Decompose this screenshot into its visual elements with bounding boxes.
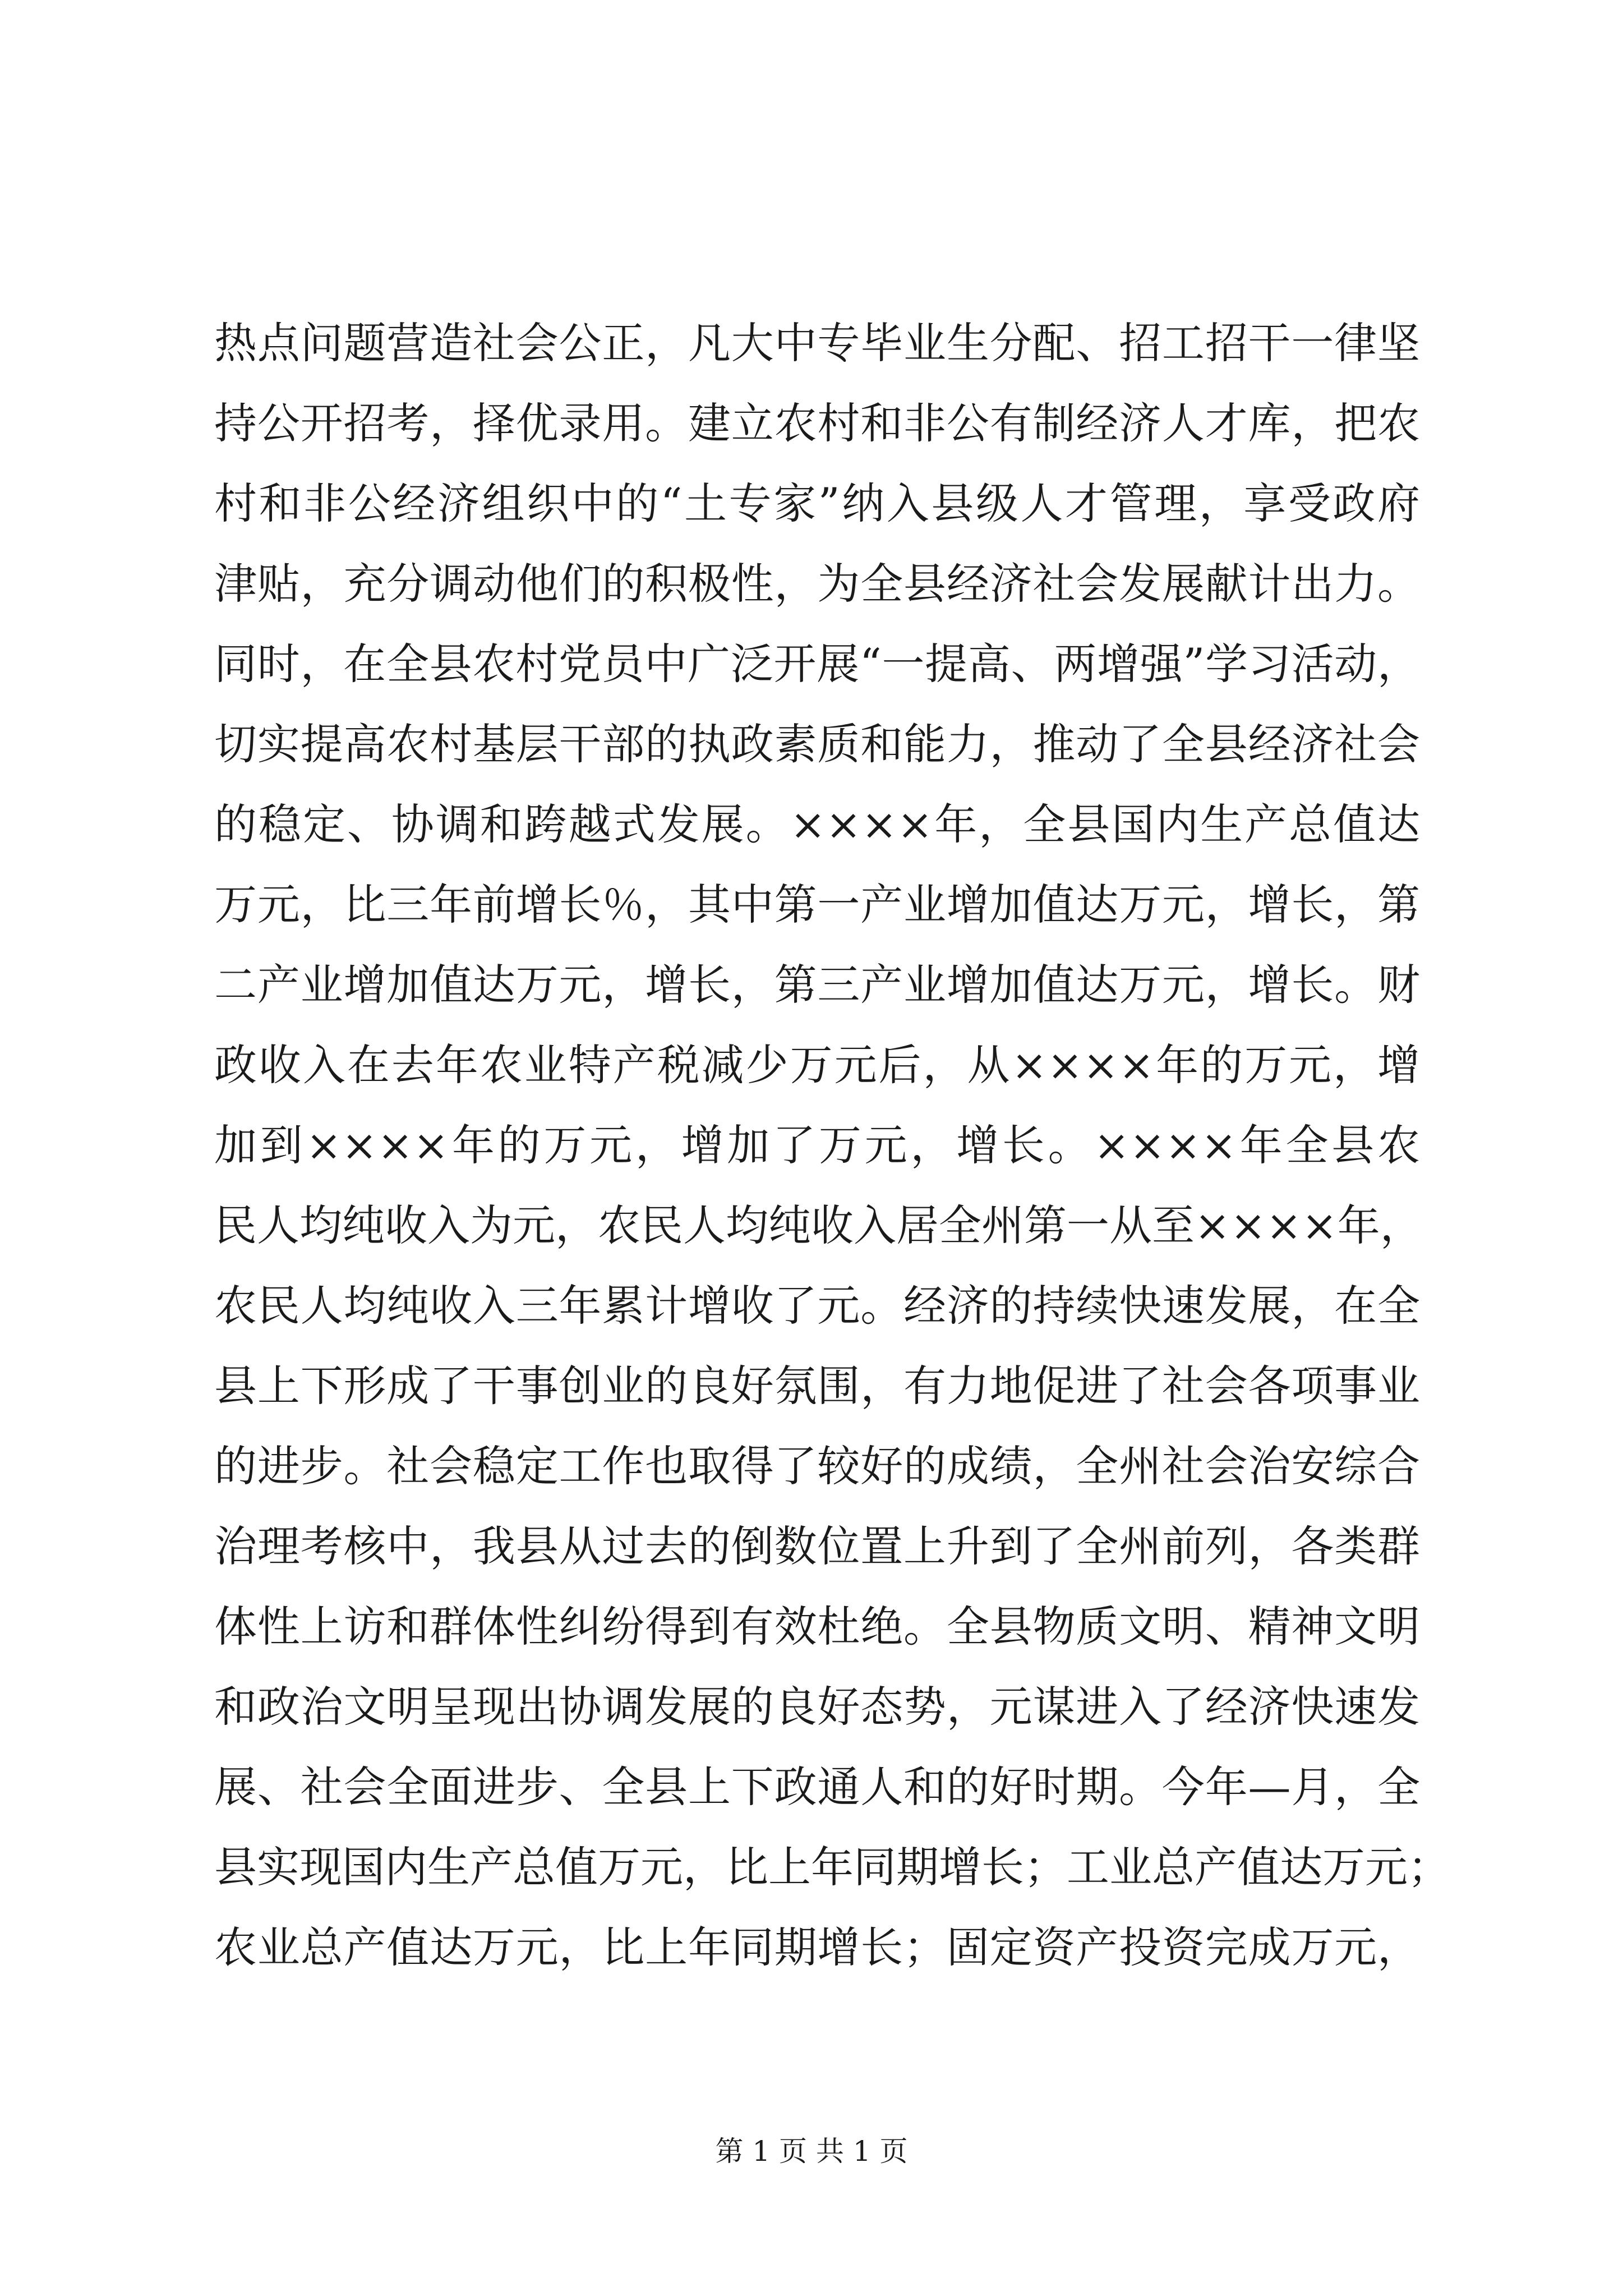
- text-line: 县上下形成了干事创业的良好氛围，有力地促进了社会各项事业: [214, 1361, 1420, 1411]
- text-line: 农民人均纯收入三年累计增收了元。经济的持续快速发展，在全: [214, 1281, 1420, 1331]
- text-line: 切实提高农村基层干部的执政素质和能力，推动了全县经济社会: [214, 719, 1420, 769]
- text-line: 民人均纯收入为元，农民人均纯收入居全州第一从至××××年，: [214, 1200, 1423, 1250]
- text-line: 的稳定、协调和跨越式发展。××××年，全县国内生产总值达: [214, 799, 1420, 849]
- text-line: 展、社会全面进步、全县上下政通人和的好时期。今年—月，全: [214, 1762, 1420, 1812]
- text-line: 加到××××年的万元，增加了万元，增长。××××年全县农: [214, 1120, 1420, 1170]
- body-paragraph: [214, 303, 1450, 1987]
- text-line: 二产业增加值达万元，增长，第三产业增加值达万元，增长。财: [214, 960, 1420, 1010]
- text-line: 治理考核中，我县从过去的倒数位置上升到了全州前列，各类群: [214, 1521, 1420, 1571]
- text-line: 的进步。社会稳定工作也取得了较好的成绩，全州社会治安综合: [214, 1441, 1420, 1491]
- text-line: 农业总产值达万元，比上年同期增长；固定资产投资完成万元，: [214, 1922, 1420, 1972]
- text-line: 政收入在去年农业特产税减少万元后，从××××年的万元，增: [214, 1040, 1420, 1090]
- text-line: 万元，比三年前增长％，其中第一产业增加值达万元，增长，第: [214, 880, 1420, 930]
- text-line: 县实现国内生产总值万元，比上年同期增长；工业总产值达万元；: [214, 1842, 1450, 1892]
- text-line: 村和非公经济组织中的“土专家”纳入县级人才管理，享受政府: [214, 478, 1420, 528]
- page-number-indicator: 第 1 页 共 1 页: [715, 2135, 908, 2168]
- text-line: 体性上访和群体性纠纷得到有效杜绝。全县物质文明、精神文明: [214, 1602, 1420, 1651]
- text-line: 津贴，充分调动他们的积极性，为全县经济社会发展献计出力。: [214, 559, 1420, 609]
- text-line: 持公开招考，择优录用。建立农村和非公有制经济人才库，把农: [214, 398, 1420, 448]
- text-line: 同时，在全县农村党员中广泛开展“一提高、两增强”学习活动，: [214, 639, 1420, 689]
- text-line: 热点问题营造社会公正，凡大中专毕业生分配、招工招干一律坚: [214, 318, 1420, 368]
- page-footer: [0, 2132, 1623, 2171]
- text-line: 和政治文明呈现出协调发展的良好态势，元谋进入了经济快速发: [214, 1682, 1420, 1732]
